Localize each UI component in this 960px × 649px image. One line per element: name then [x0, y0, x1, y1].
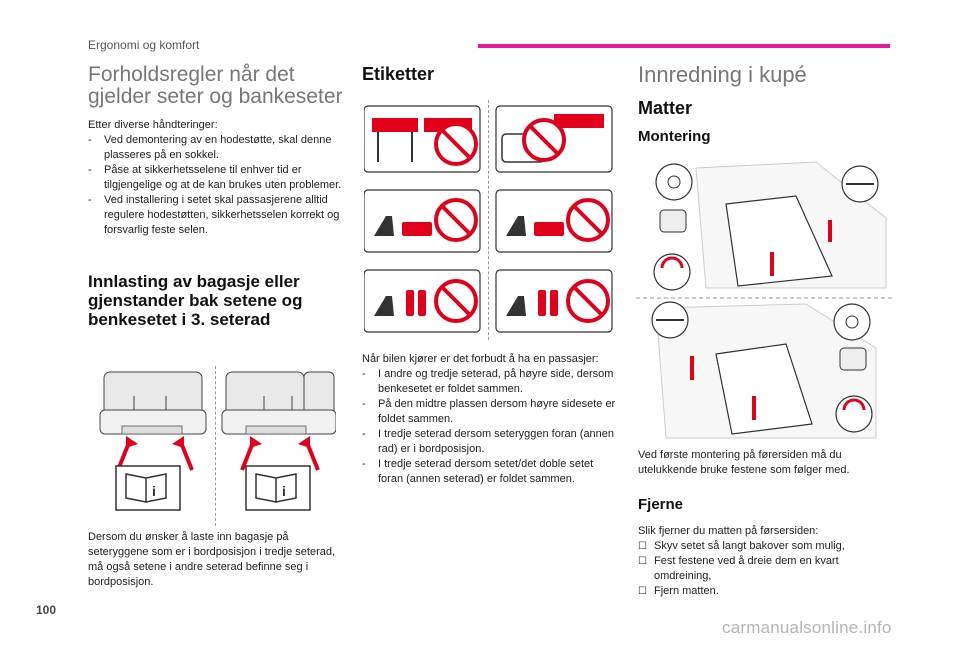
- left-column: [88, 64, 346, 329]
- mount-text-block: [638, 448, 894, 599]
- luggage-note-text: Dersom du ønsker å laste inn bagasje på seteryggene som er i bordposisjon i tredje seterad, må også setene i andre seterad befinne seg i bordposisjon.: [88, 531, 336, 588]
- remove-title: Fjerne: [638, 496, 684, 513]
- right-column: [638, 64, 894, 146]
- warning-label-seat-folded-right: [496, 106, 612, 172]
- list-item: - På den midtre plassen dersom høyre sidesete er foldet sammen.: [362, 397, 618, 427]
- divider: [488, 100, 489, 340]
- list-item: - Ved demontering av en hodestøtte, skal denne plasseres på en sokkel.: [88, 133, 346, 163]
- middle-column: [362, 64, 618, 84]
- manual-book-icon: [116, 466, 180, 510]
- warning-label-backrest-right: [496, 270, 612, 332]
- watermark: carmanualsonline.info: [722, 618, 892, 637]
- left-title: Forholdsregler når det gjelder seter og bankeseter: [88, 63, 343, 108]
- warning-label-table-right: [496, 190, 612, 252]
- list-item: ☐ Fjern matten.: [638, 584, 894, 599]
- remove-intro: Slik fjerner du matten på førsersiden:: [638, 525, 819, 537]
- list-item: ☐ Fest festene ved å dreie dem en kvart omdreining,: [638, 554, 894, 584]
- accent-bar: [478, 44, 890, 48]
- warning-label-seat-folded-left: [364, 106, 480, 172]
- fastener-icon: [656, 164, 692, 200]
- interior-title: Innredning i kupé: [638, 62, 807, 87]
- list-item: - Påse at sikkerhetsselene til enhver tid er tilgjengelige og at de kan brukes uten problemer.: [88, 163, 346, 193]
- section-header: Ergonomi og komfort: [88, 38, 200, 52]
- list-item: ☐ Skyv setet så langt bakover som mulig,: [638, 539, 894, 554]
- left-list: [88, 133, 346, 238]
- floor-mat-figure: [636, 158, 892, 440]
- labels-intro: Når bilen kjører er det forbudt å ha en passasjer:: [362, 353, 599, 365]
- labels-text: [362, 352, 618, 487]
- warning-labels-figure: [364, 104, 614, 334]
- page-number: 100: [36, 603, 57, 617]
- list-item: - Ved installering i setet skal passasjerene alltid regulere hodestøtten, sikkerhetsselen korrekt og forsvarlig feste selen.: [88, 193, 346, 238]
- list-item: - I tredje seterad dersom setet/det doble setet foran (annen seterad) er foldet sammen.: [362, 457, 618, 487]
- svg-text:i: i: [282, 483, 286, 499]
- arrow-icon: [118, 436, 318, 470]
- driver-mat-top: [654, 162, 886, 290]
- rear-bench-left-icon: [100, 372, 206, 434]
- manual-book-icon: [246, 466, 310, 510]
- mount-text: Ved første montering på førersiden må du utelukkende bruke festene som følger med.: [638, 449, 850, 476]
- divider: [215, 366, 216, 526]
- driver-mat-bottom: [652, 302, 876, 438]
- luggage-note: [88, 530, 346, 590]
- warning-label-backrest-left: [364, 270, 480, 332]
- rear-bench-right-icon: [222, 372, 336, 434]
- labels-title: Etiketter: [362, 64, 435, 84]
- labels-list: [362, 367, 618, 487]
- seat-table-figure: [96, 366, 336, 526]
- left-intro: Etter diverse håndteringer:: [88, 119, 218, 131]
- mats-title: Matter: [638, 98, 693, 118]
- warning-label-table-left: [364, 190, 480, 252]
- fastener-icon: [834, 304, 870, 340]
- luggage-subtitle: Innlasting av bagasje eller gjenstander bak setene og benkesetet i 3. seterad: [88, 272, 303, 329]
- remove-list: [638, 539, 894, 599]
- mount-title: Montering: [638, 128, 711, 145]
- list-item: - I andre og tredje seterad, på høyre side, dersom benkesetet er foldet sammen.: [362, 367, 618, 397]
- svg-text:i: i: [152, 483, 156, 499]
- list-item: - I tredje seterad dersom seteryggen foran (annen rad) er i bordposisjon.: [362, 427, 618, 457]
